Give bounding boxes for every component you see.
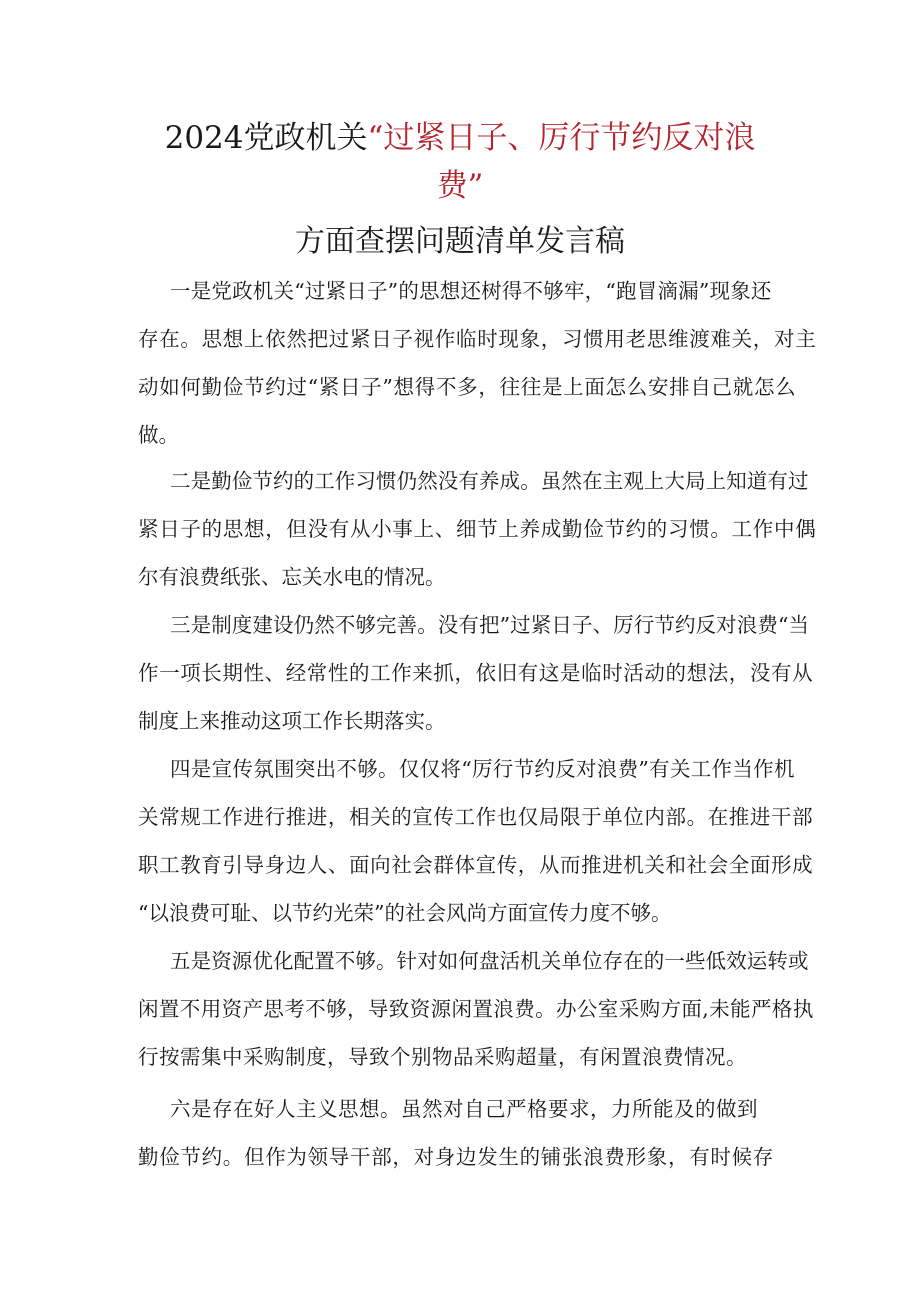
body-line: 尔有浪费纸张、忘关水电的情况。: [138, 565, 446, 589]
body-line: 行按需集中采购制度，导致个别物品采购超量，有闲置浪费情况。: [138, 1045, 747, 1069]
title-highlight: “过紧日子、厉行节约反对浪: [367, 120, 756, 156]
body-line: 存在。思想上依然把过紧日子视作临时现象，习惯用老思维渡难关，对主: [138, 327, 817, 351]
body-line: 六是存在好人主义思想。虽然对自己严格要求，力所能及的做到: [170, 1097, 758, 1121]
body-line: “以浪费可耻、以节约光荣”的社会风尚方面宣传力度不够。: [138, 901, 672, 925]
body-line: 制度上来推动这项工作长期落实。: [138, 709, 446, 733]
title-year-prefix: 2024党政机关: [164, 120, 368, 156]
body-line: 作一项长期性、经常性的工作来抓，依旧有这是临时活动的想法，没有从: [138, 661, 814, 685]
body-line: 关常规工作进行推进，相关的宣传工作也仅局限于单位内部。在推进干部: [138, 805, 814, 829]
body-line: 职工教育引导身边人、面向社会群体宣传，从而推进机关和社会全面形成: [138, 853, 814, 877]
body-line: 二是勤俭节约的工作习惯仍然没有养成。虽然在主观上大局上知道有过: [170, 469, 809, 493]
title-highlight-end: 费”: [436, 168, 484, 204]
body-line: 勤俭节约。但作为领导干部，对身边发生的铺张浪费形象，有时候存: [138, 1145, 774, 1169]
title-line-1: [0, 118, 920, 158]
body-line: 五是资源优化配置不够。针对如何盘活机关单位存在的一些低效运转或: [170, 949, 809, 973]
body-line: 动如何勤俭节约过“紧日子”想得不多，往往是上面怎么安排自己就怎么: [138, 375, 797, 399]
body-line: 做。: [138, 423, 179, 447]
title-line-2: [0, 166, 920, 206]
body-line: 三是制度建设仍然不够完善。没有把”过紧日子、厉行节约反对浪费“当: [170, 613, 810, 637]
body-line: 四是宣传氛围突出不够。仅仅将“厉行节约反对浪费”有关工作当作机: [170, 757, 795, 781]
document-subtitle: 方面查摆问题清单发言稿: [295, 224, 625, 259]
body-line: 紧日子的思想，但没有从小事上、细节上养成勤俭节约的习惯。工作中偶: [138, 517, 817, 541]
body-line: 一是党政机关“过紧日子”的思想还树得不够牢，“跑冒滴漏”现象还: [170, 279, 772, 303]
body-line: 闲置不用资产思考不够，导致资源闲置浪费。办公室采购方面,未能严格执: [138, 997, 814, 1021]
